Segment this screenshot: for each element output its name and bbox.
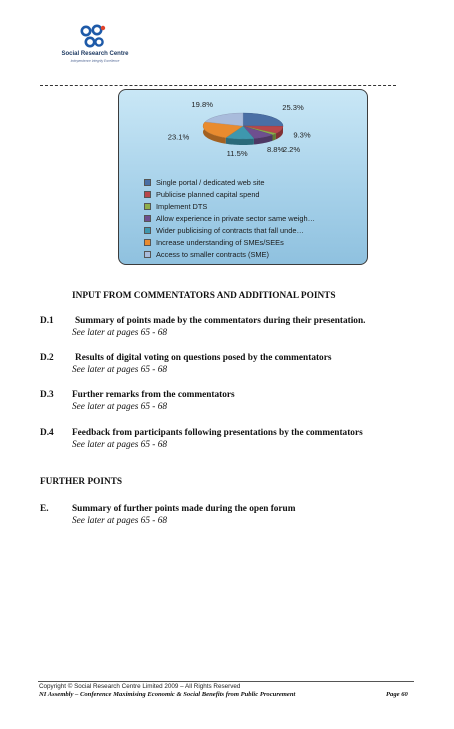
data-label-3: 8.8% <box>266 145 285 155</box>
item-title: Results of digital voting on questions posed by the commentators <box>75 353 332 363</box>
item-title: Feedback from participants following presentations by the commentators <box>72 428 363 438</box>
pie-chart <box>119 90 367 180</box>
legend-item <box>144 188 364 200</box>
legend-swatch <box>144 203 151 210</box>
item-title: Summary of further points made during the open forum <box>72 504 296 514</box>
legend-label: Wider publicising of contracts that fall unde… <box>156 225 304 235</box>
item-number: E. <box>40 504 49 514</box>
legend-swatch <box>144 239 151 246</box>
legend-label: Increase understanding of SMEs/SEEs <box>156 237 284 247</box>
legend-swatch <box>144 251 151 258</box>
legend-label: Single portal / dedicated web site <box>156 177 265 187</box>
item-number: D.4 <box>40 428 54 438</box>
legend-label: Implement DTS <box>156 201 208 211</box>
item-title: Further remarks from the commentators <box>72 390 235 400</box>
legend-item <box>144 236 364 248</box>
data-label-1: 9.3% <box>293 130 311 140</box>
footer-copyright: Copyright © Social Research Centre Limited 2009 – All Rights Reserved <box>39 683 241 690</box>
item-page-reference: See later at pages 65 - 68 <box>72 402 168 412</box>
data-label-4: 11.5% <box>226 149 248 159</box>
item-number: D.3 <box>40 390 54 400</box>
chart-legend <box>144 176 364 260</box>
legend-label: Allow experience in private sector same weigh… <box>156 213 315 223</box>
item-page-reference: See later at pages 65 - 68 <box>72 440 168 450</box>
pie-chart-panel <box>118 89 368 265</box>
data-label-5: 23.1% <box>167 132 190 142</box>
further-points-heading: FURTHER POINTS <box>40 477 123 487</box>
legend-item <box>144 224 364 236</box>
legend-item <box>144 200 364 212</box>
data-label-6: 19.8% <box>191 99 213 109</box>
legend-label: Access to smaller contracts (SME) <box>156 249 269 259</box>
legend-swatch <box>144 227 151 234</box>
legend-label: Publicise planned capital spend <box>156 189 260 199</box>
footer-divider <box>38 681 414 682</box>
legend-swatch <box>144 191 151 198</box>
legend-item <box>144 248 364 260</box>
legend-item <box>144 176 364 188</box>
item-page-reference: See later at pages 65 - 68 <box>72 365 168 375</box>
footer-page-number: Page 60 <box>386 691 408 698</box>
logo-name: Social Research Centre <box>61 51 129 57</box>
header-divider <box>40 85 396 86</box>
section-heading: INPUT FROM COMMENTATORS AND ADDITIONAL POINTS <box>72 291 336 301</box>
item-page-reference: See later at pages 65 - 68 <box>72 516 168 526</box>
item-number: D.2 <box>40 353 54 363</box>
logo-tagline: Independence Integrity Excellence <box>70 59 120 63</box>
footer-conference-title: NI Assembly – Conference Maximising Economic & Social Benefits from Public Procurement <box>39 691 296 698</box>
logo-mark-icon <box>77 24 111 50</box>
legend-swatch <box>144 179 151 186</box>
item-page-reference: See later at pages 65 - 68 <box>72 328 168 338</box>
data-label-0: 25.3% <box>282 102 304 112</box>
legend-item <box>144 212 364 224</box>
company-logo <box>55 24 135 84</box>
data-label-2: 2.2% <box>282 145 301 154</box>
legend-swatch <box>144 215 151 222</box>
item-number: D.1 <box>40 316 54 326</box>
pie-slice-0 <box>243 113 283 126</box>
item-title: Summary of points made by the commentators during their presentation. <box>75 316 366 326</box>
